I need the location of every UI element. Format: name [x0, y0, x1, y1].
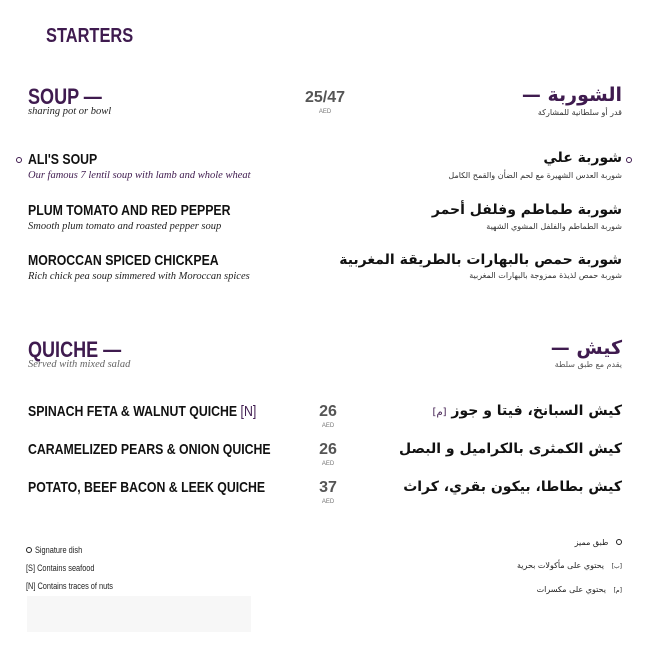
soup-subtitle: sharing pot or bowl — [28, 106, 112, 117]
quiche-heading: QUICHE — — [28, 337, 122, 362]
menu-item-name-ar: كيش السبانخ، فيتا و جوز [م] — [432, 403, 622, 419]
menu-item-name-ar: كيش بطاطا، بيكون بقري، كراث — [403, 479, 622, 495]
menu-item-name: MOROCCAN SPICED CHICKPEA — [28, 252, 219, 269]
menu-item-name: POTATO, BEEF BACON & LEEK QUICHE — [28, 479, 266, 496]
menu-item-price: 26 — [319, 403, 337, 420]
menu-item-price: 37 — [319, 479, 337, 496]
legend-signature-ar: طبق مميز — [575, 538, 622, 547]
legend-signature: Signature dish — [26, 545, 92, 555]
menu-item-name-ar: شوربة طماطم وفلفل أحمر — [431, 202, 622, 218]
menu-item-currency: AED — [321, 423, 335, 429]
signature-icon — [616, 539, 622, 545]
menu-item-desc-ar: شوربة الطماطم والفلفل المشوي الشهية — [486, 222, 622, 231]
menu-item-desc: Rich chick pea soup simmered with Moroccan spices — [28, 271, 250, 282]
nuts-tag-ar: [م] — [432, 407, 447, 418]
legend-seafood-ar: [ب] يحتوي على مأكولات بحرية — [517, 561, 622, 570]
menu-item-currency: AED — [321, 461, 335, 467]
menu-item-name-ar: كيش الكمثرى بالكراميل و البصل — [398, 441, 622, 457]
legend-nuts-ar: [م] يحتوي على مكسرات — [536, 585, 622, 594]
quiche-subtitle: Served with mixed salad — [28, 359, 131, 370]
menu-item-name-ar: شوربة حمص بالبهارات بالطريقة المغربية — [339, 252, 622, 268]
menu-item-price: 26 — [319, 441, 337, 458]
soup-subtitle-ar: قدر أو سلطانية للمشاركة — [537, 108, 622, 117]
legend-nuts: [N] Contains traces of nuts — [26, 581, 113, 591]
soup-heading-ar: الشوربة — — [521, 84, 622, 106]
soup-heading: SOUP — — [28, 84, 102, 109]
soup-currency: AED — [318, 109, 332, 115]
menu-item-name: CARAMELIZED PEARS & ONION QUICHE — [28, 441, 271, 458]
menu-item-name: ALI'S SOUP — [28, 151, 98, 168]
signature-icon — [626, 157, 632, 163]
nuts-tag: [N] — [240, 403, 257, 420]
page-title: STARTERS — [46, 25, 134, 47]
menu-item-name: PLUM TOMATO AND RED PEPPER — [28, 202, 231, 219]
menu-item-currency: AED — [321, 499, 335, 505]
menu-item-desc: Smooth plum tomato and roasted pepper soup — [28, 221, 222, 232]
soup-price: 25/47 — [304, 89, 346, 106]
menu-item-desc-ar: شوربة حمص لذيذة ممزوجة بالبهارات المغربية — [469, 271, 622, 280]
signature-icon — [26, 547, 32, 553]
menu-item-name-ar: شوربة علي — [543, 150, 622, 166]
quiche-heading-ar: كيش — — [550, 337, 622, 359]
signature-icon — [16, 157, 22, 163]
quiche-subtitle-ar: يقدم مع طبق سلطة — [554, 360, 622, 369]
legend-seafood: [S] Contains seafood — [26, 563, 95, 573]
menu-item-desc: Our famous 7 lentil soup with lamb and whole wheat — [28, 170, 251, 181]
menu-item-desc-ar: شوربة العدس الشهيرة مع لحم الضأن والقمح الكامل — [448, 171, 622, 180]
menu-item-name: SPINACH FETA & WALNUT QUICHE [N] — [28, 403, 257, 420]
legend-box — [27, 596, 251, 632]
